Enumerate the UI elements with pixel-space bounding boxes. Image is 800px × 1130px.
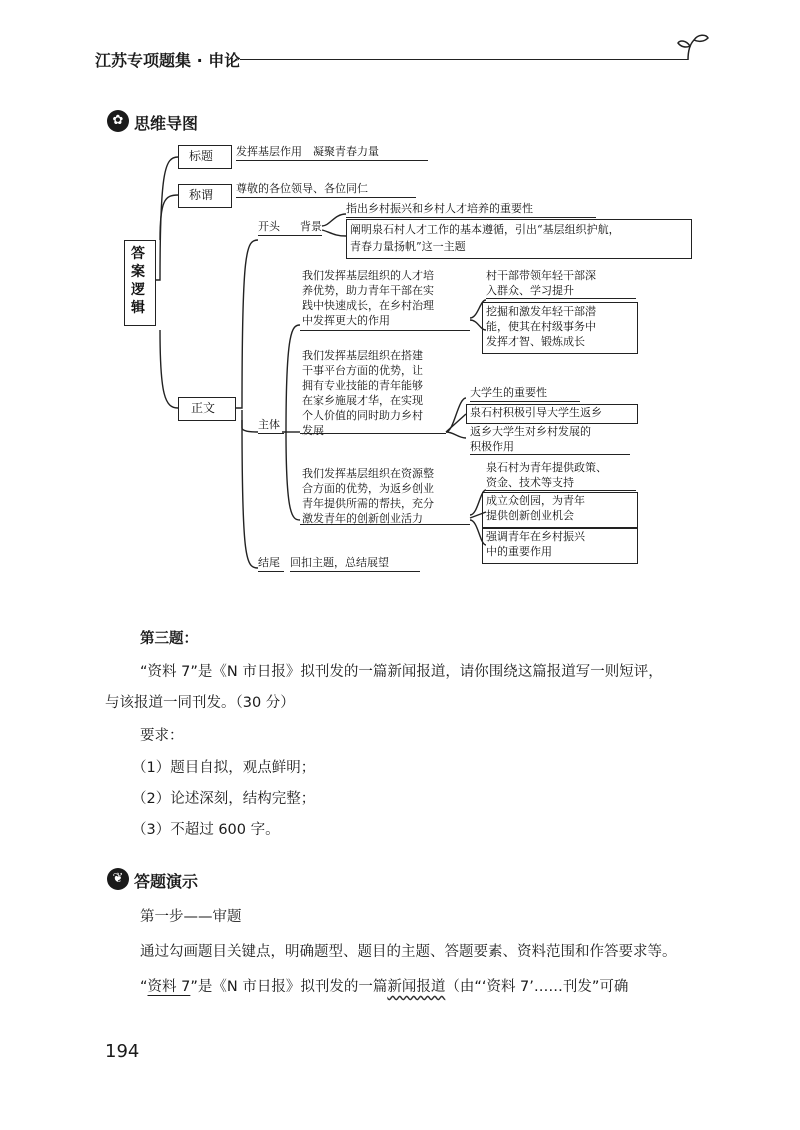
node-point2-underline: [300, 433, 446, 434]
requirements-label: 要求：: [140, 728, 184, 744]
sprout-icon: ❦: [107, 868, 129, 890]
root-node: 答 案 逻 辑: [131, 246, 145, 316]
requirement-1: （1）题目自拟，观点鲜明；: [132, 760, 316, 776]
node-biaoti-text: 发挥基层作用 凝聚青春力量: [236, 143, 428, 161]
node-point3-sub1: 泉石村为青年提供政策、 资金、技术等支持: [486, 460, 636, 491]
node-kaitou-text: 阐明泉石村人才工作的基本遵循，引出“基层组织护航， 青春力量扬帆”这一主题: [350, 223, 620, 253]
node-beijing-text: 指出乡村振兴和乡村人才培养的重要性: [346, 200, 596, 218]
keyword-material-7: 资料 7: [147, 979, 191, 995]
requirement-2: （2）论述深刻，结构完整；: [132, 791, 316, 807]
node-point2-sub2: 泉石村积极引导大学生返乡: [470, 406, 602, 419]
node-jiewei: 结尾: [258, 554, 284, 572]
page-number: 194: [105, 1041, 140, 1062]
node-jiewei-text: 回扣主题，总结展望: [290, 554, 420, 572]
mind-map-section-title: 思维导图: [134, 114, 199, 133]
flower-icon: ✿: [107, 110, 129, 132]
running-header-title: 江苏专项题集 · 申论: [95, 51, 241, 70]
node-chengwei-text: 尊敬的各位领导、各位同仁: [236, 180, 416, 198]
question-line-1: “资料 7”是《N 市日报》拟刊发的一篇新闻报道，请你围绕这篇报道写一则短评，: [140, 664, 663, 680]
node-kaitou: 开头: [258, 218, 322, 236]
node-chengwei: 称谓: [189, 188, 214, 202]
node-point3-sub3: 强调青年在乡村振兴 中的重要作用: [486, 530, 585, 558]
question-title: 第三题：: [140, 631, 198, 647]
answer-section-title: 答题演示: [134, 872, 199, 891]
step-1-title: 第一步——审题: [140, 909, 242, 925]
node-point2: 我们发挥基层组织在搭建 干事平台方面的优势，让 拥有专业技能的青年能够 在家乡施展才华，在实现 个人价值的同时助力乡村 发展: [302, 349, 423, 437]
answer-paragraph-2: “资料 7”是《N 市日报》拟刊发的一篇新闻报道（由“‘资料 7’……刊发”可确: [140, 979, 629, 995]
requirement-3: （3）不超过 600 字。: [132, 822, 280, 838]
node-zhengwen: 正文: [191, 401, 216, 415]
question-line-2: 与该报道一同刊发。（30 分）: [105, 695, 295, 711]
node-beijing: 背景: [300, 220, 322, 233]
node-point1: 我们发挥基层组织的人才培 养优势，助力青年干部在实 践中快速成长，在乡村治理 中发挥更大的作用: [302, 269, 434, 327]
node-point2-sub3: 返乡大学生对乡村发展的 积极作用: [470, 424, 630, 455]
node-point1-sub2: 挖掘和激发年轻干部潜 能，使其在村级事务中 发挥才智、锻炼成长: [486, 305, 596, 348]
node-zhuti: 主体: [258, 416, 284, 434]
node-point1-underline: [300, 330, 470, 331]
node-point1-sub1: 村干部带领年轻干部深 入群众、学习提升: [486, 268, 636, 299]
node-point3: 我们发挥基层组织在资源整 合方面的优势，为返乡创业 青年提供所需的帮扶，充分 激发青年的创新创业活力: [302, 467, 434, 525]
node-point3-underline: [300, 524, 470, 525]
node-point3-sub2: 成立众创园，为青年 提供创新创业机会: [486, 494, 585, 522]
node-biaoti: 标题: [189, 149, 214, 163]
answer-paragraph-1: 通过勾画题目关键点，明确题型、题目的主题、答题要素、资料范围和作答要求等。: [140, 944, 677, 960]
node-point2-sub1: 大学生的重要性: [470, 384, 580, 402]
keyword-news-report: 新闻报道: [387, 979, 446, 995]
